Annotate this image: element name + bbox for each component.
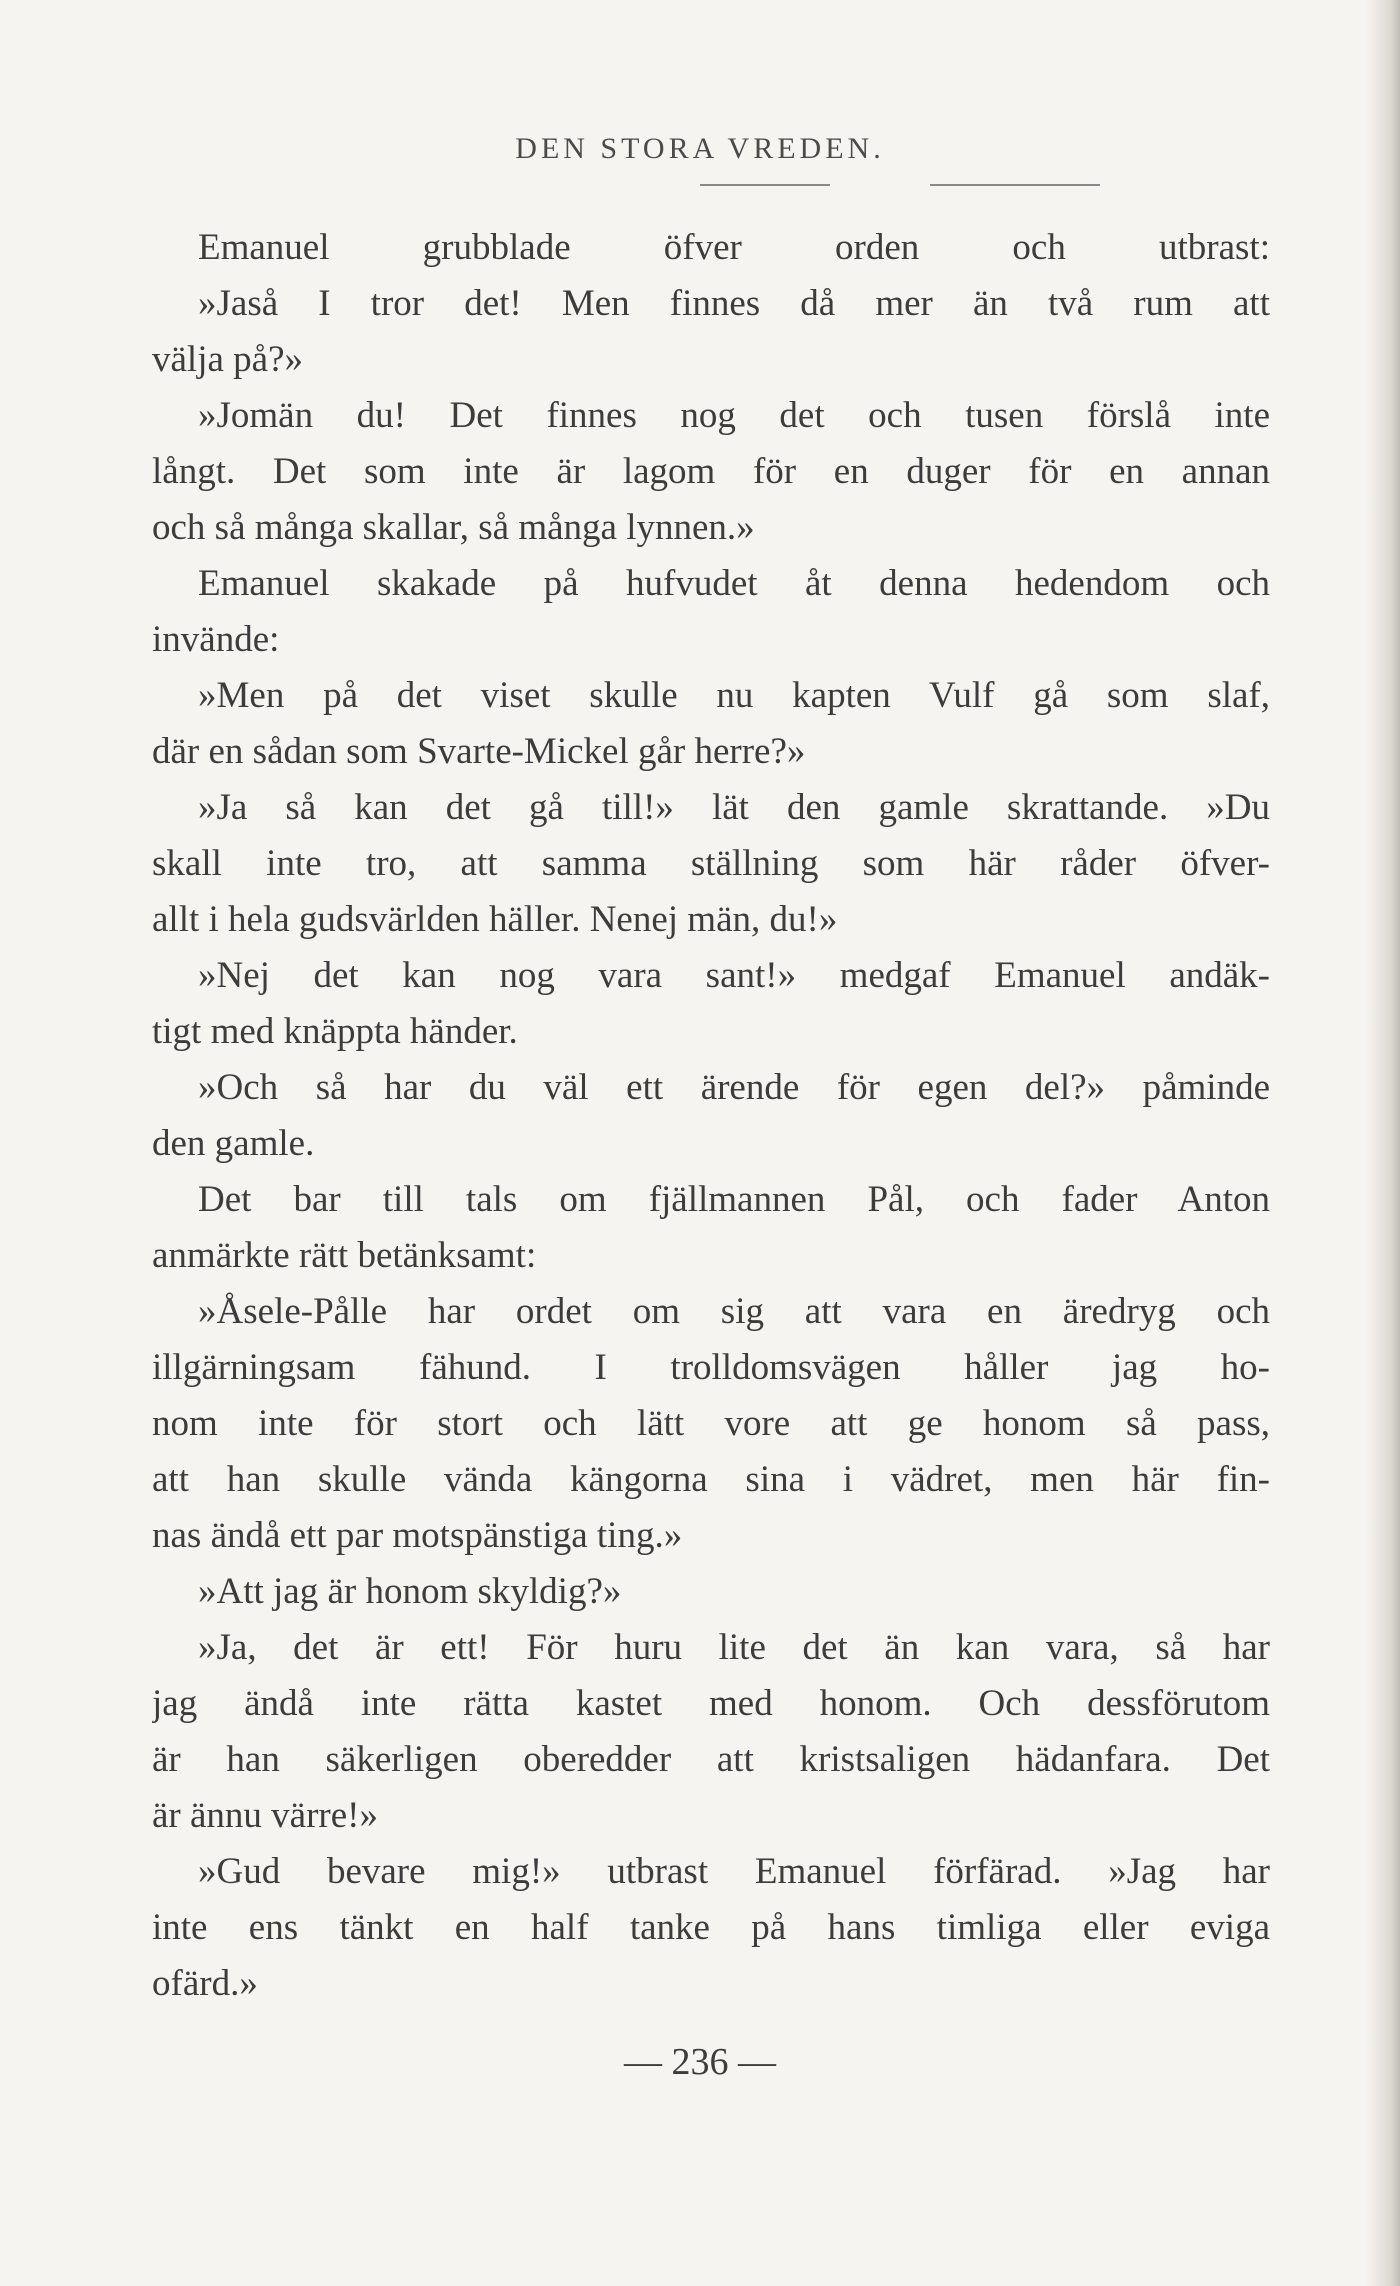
text-line: »Ja, det är ett! För huru lite det än kan vara, så har xyxy=(198,1627,1270,1668)
text-line: och så många skallar, så många lynnen.» xyxy=(152,507,755,548)
text-line: skall inte tro, att samma ställning som här råder öfver- xyxy=(152,843,1270,884)
text-line: »Ja så kan det gå till!» lät den gamle skrattande. »Du xyxy=(198,787,1270,828)
page-edge-shadow xyxy=(1366,0,1400,2286)
text-line: Det bar till tals om fjällmannen Pål, och fader Anton xyxy=(198,1179,1270,1220)
text-line: är ännu värre!» xyxy=(152,1795,378,1836)
text-line: ofärd.» xyxy=(152,1963,258,2004)
header-rule-left xyxy=(700,184,830,186)
text-line: allt i hela gudsvärlden häller. Nenej män, du!» xyxy=(152,899,838,940)
text-line: »Att jag är honom skyldig?» xyxy=(198,1571,622,1612)
text-line: »Gud bevare mig!» utbrast Emanuel förfärad. »Jag har xyxy=(198,1851,1270,1892)
text-line: »Jomän du! Det finnes nog det och tusen förslå inte xyxy=(198,395,1270,436)
running-title: DEN STORA VREDEN. xyxy=(515,132,885,165)
text-line: tigt med knäppta händer. xyxy=(152,1011,518,1052)
text-line: långt. Det som inte är lagom för en duger för en annan xyxy=(152,451,1270,492)
text-line: »Åsele-Pålle har ordet om sig att vara en äredryg och xyxy=(198,1291,1270,1332)
text-line: där en sådan som Svarte-Mickel går herre?» xyxy=(152,731,806,772)
text-line: den gamle. xyxy=(152,1123,315,1164)
text-line: nas ändå ett par motspänstiga ting.» xyxy=(152,1515,683,1556)
text-line: är han säkerligen oberedder att kristsaligen hädanfara. Det xyxy=(152,1739,1270,1780)
text-line: välja på?» xyxy=(152,339,303,380)
text-line: Emanuel skakade på hufvudet åt denna hedendom och xyxy=(198,563,1270,604)
text-line: att han skulle vända kängorna sina i vädret, men här fin- xyxy=(152,1459,1270,1500)
text-line: »Nej det kan nog vara sant!» medgaf Emanuel andäk- xyxy=(198,955,1270,996)
text-line: nom inte för stort och lätt vore att ge honom så pass, xyxy=(152,1403,1270,1444)
text-line: invände: xyxy=(152,619,280,660)
page-number: — 236 — xyxy=(624,2041,776,2083)
text-line: Emanuel grubblade öfver orden och utbrast: xyxy=(198,227,1270,268)
page-body-text xyxy=(152,220,1270,2012)
text-line: illgärningsam fähund. I trolldomsvägen håller jag ho- xyxy=(152,1347,1270,1388)
text-line: »Jaså I tror det! Men finnes då mer än två rum att xyxy=(198,283,1270,324)
header-rule-right xyxy=(930,184,1100,186)
text-line: »Men på det viset skulle nu kapten Vulf gå som slaf, xyxy=(198,675,1270,716)
text-line: »Och så har du väl ett ärende för egen del?» påminde xyxy=(198,1067,1270,1108)
text-line: inte ens tänkt en half tanke på hans timliga eller eviga xyxy=(152,1907,1270,1948)
text-line: anmärkte rätt betänksamt: xyxy=(152,1235,537,1276)
text-line: jag ändå inte rätta kastet med honom. Och dessförutom xyxy=(152,1683,1270,1724)
